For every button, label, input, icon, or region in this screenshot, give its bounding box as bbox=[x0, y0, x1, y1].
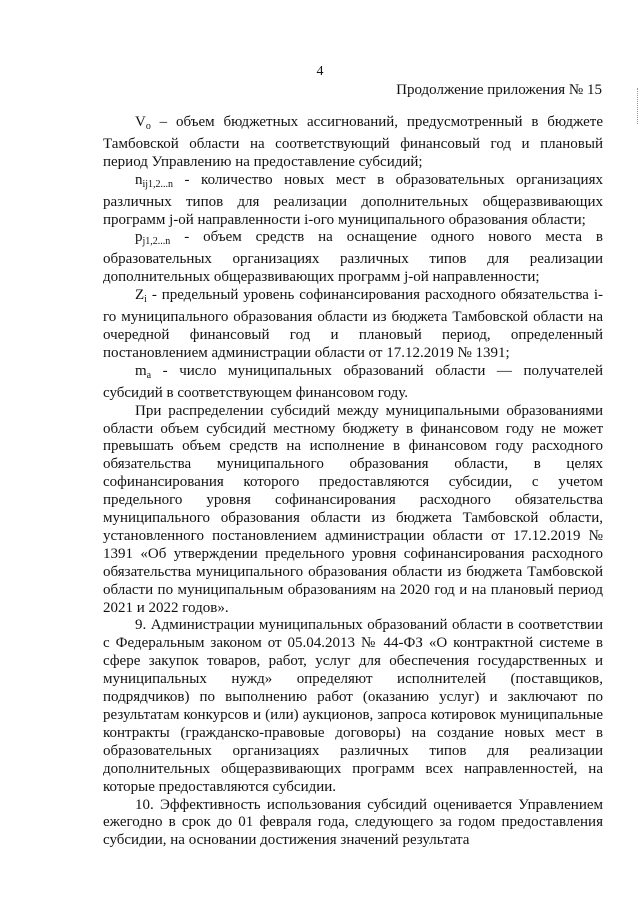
symbol-subscript: ij1,2...n bbox=[142, 178, 174, 190]
definition-text: – объем бюджетных ассигнований, предусмотренный в бюджете Тамбовской области на соответствующий финансовый год и плановый период Управлению на предоставление субсидий; bbox=[103, 114, 603, 170]
definition-text: - число муниципальных образований области — получателей субсидий в соответствующем финансовом году. bbox=[103, 362, 603, 401]
appendix-label: Продолжение приложения № 15 bbox=[396, 82, 602, 98]
definition-text: - количество новых мест в образовательных организациях различных типов для реализации дополнительных общеразвивающих программ j-ой направленности i-ого муниципального образования области; bbox=[103, 171, 603, 228]
page-number: 4 bbox=[316, 64, 324, 79]
symbol: n bbox=[135, 171, 143, 188]
definition-p bbox=[103, 229, 603, 287]
definition-z bbox=[103, 287, 603, 363]
margin-mark bbox=[634, 88, 638, 124]
definition-text: - предельный уровень софинансирования расходного обязательства i-го муниципального образования области из бюджета Тамбовской области на очередной финансовый год и плановый период, определенный постановлением администрации области от 17.12.2019 № 1391; bbox=[103, 287, 603, 361]
paragraph-10: 10. Эффективность использования субсидий оценивается Управлением ежегодно в срок до 01 февраля года, следующего за годом предоставления субсидии, на основании достижения значений результата bbox=[103, 796, 603, 849]
document-body bbox=[103, 114, 603, 850]
symbol-subscript: j1,2...n bbox=[142, 236, 171, 248]
symbol: m bbox=[135, 362, 147, 379]
definition-n bbox=[103, 172, 603, 230]
symbol: Z bbox=[135, 287, 145, 304]
paragraph-distribution: При распределении субсидий между муниципальными образованиями области объем субсидий местному бюджету в финансовом году не может превышать объем средств на исполнение в финансовом году расходного обязательства муниципального образования области, в целях софинансирования которого предоставляются субсидии, с учетом предельного уровня софинансирования расходного обязательства муниципального образования области из бюджета Тамбовской области, установленного постановлением администрации области от 17.12.2019 № 1391 «Об утверждении предельного уровня софинансирования расходного обязательства муниципального образования области из бюджета Тамбовской области по муниципальным образованиям на 2020 год и на плановый период 2021 и 2022 годов». bbox=[103, 402, 603, 616]
symbol-subscript: i bbox=[144, 294, 147, 306]
symbol: p bbox=[135, 229, 143, 246]
symbol: V bbox=[135, 114, 146, 130]
definition-v bbox=[103, 114, 603, 172]
symbol-subscript: a bbox=[146, 369, 152, 381]
definition-m bbox=[103, 363, 603, 403]
symbol-subscript: o bbox=[145, 121, 151, 132]
definition-text: - объем средств на оснащение одного нового места в образовательных организациях различных типов для реализации дополнительных общеразвивающих программ j-ой направленности; bbox=[103, 229, 603, 286]
paragraph-9: 9. Администрации муниципальных образований области в соответствии с Федеральным законом от 05.04.2013 № 44-ФЗ «О контрактной системе в сфере закупок товаров, работ, услуг для обеспечения государственных и муниципальных нужд» определяют исполнителей (поставщиков, подрядчиков) по выполнению работ (оказанию услуг) и заключают по результатам конкурсов и (или) аукционов, запроса котировок муниципальные контракты (гражданско-правовые договоры) на создание новых мест в образовательных организациях различных типов для реализации дополнительных общеразвивающих программ всех направленностей, на которые предоставляются субсидии. bbox=[103, 617, 603, 795]
